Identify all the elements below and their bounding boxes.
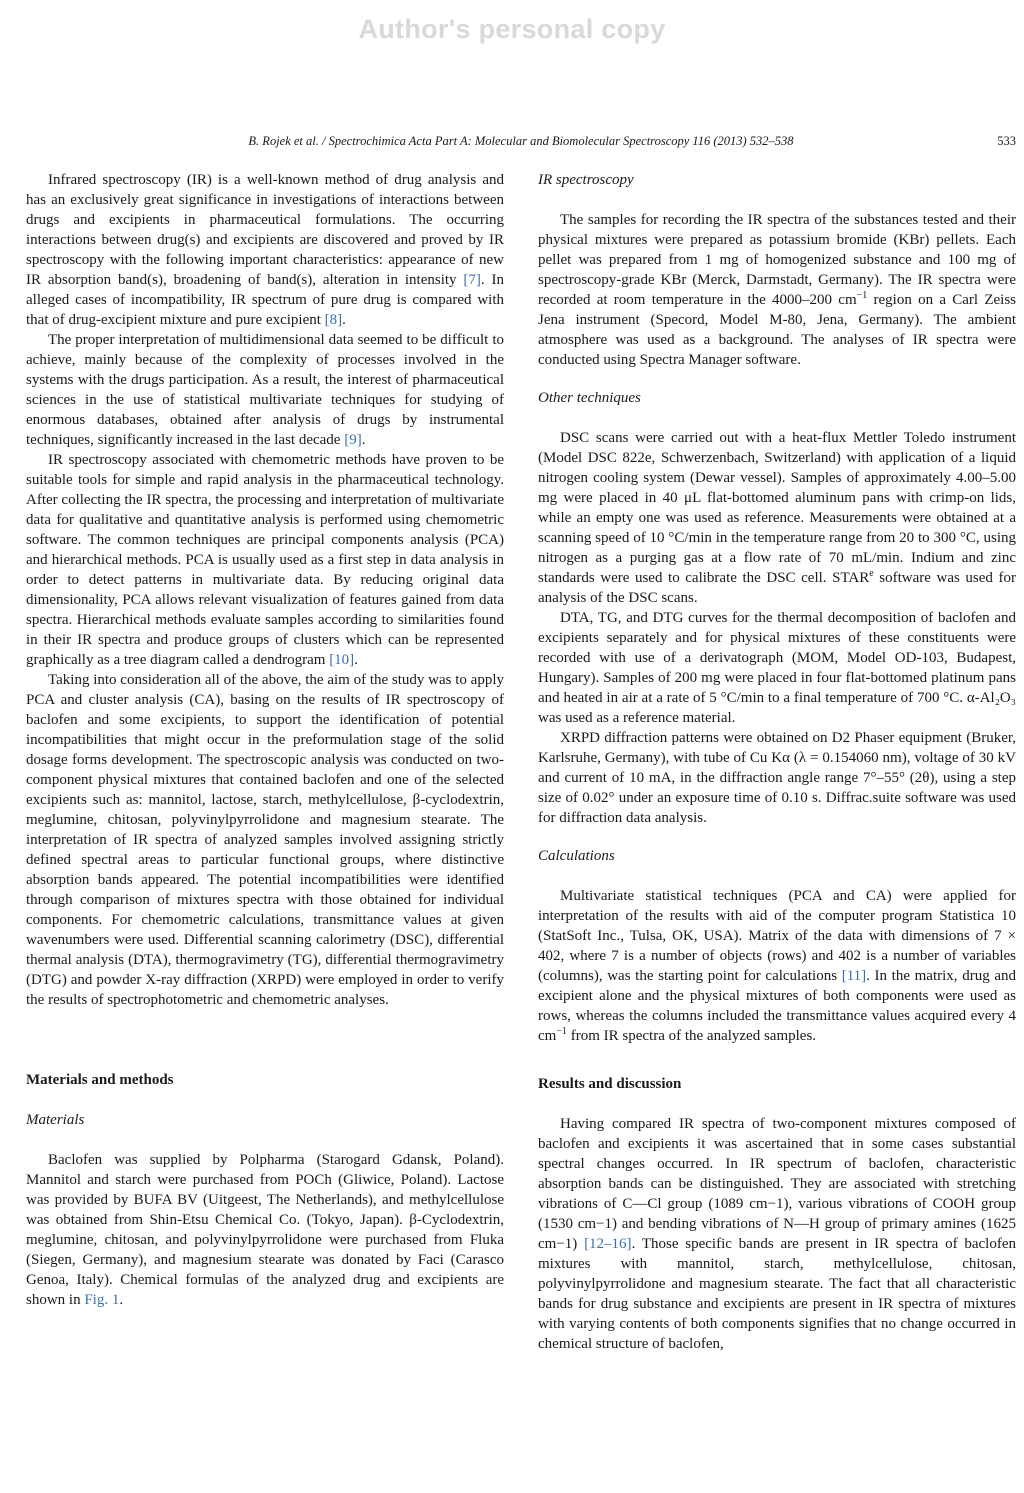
- journal-citation: B. Rojek et al. / Spectrochimica Acta Part A: Molecular and Biomolecular Spectroscopy 116 (2013) 532–538: [248, 134, 794, 148]
- superscript: −1: [556, 1026, 567, 1037]
- calculations-paragraph: [538, 886, 1016, 1046]
- text: DSC scans were carried out with a heat-flux Mettler Toledo instrument (Model DSC 822e, Schwerzenbach, Switzerland) with application of a liquid nitrogen cooling system (Dewar vessel). Samples of approximately 4.00–5.00 mg were placed in 40 μL flat-bottomed aluminum pans with crimp-on lids, while an empty one was used as reference. Measurements were obtained at a scanning speed of 10 °C/min in the temperature range from 20 to 300 °C, using nitrogen as a purging gas at a flow rate of 70 mL/min. Indium and zinc standards were used to calibrate the DSC cell. STAR: [538, 430, 1016, 586]
- section-heading-materials-methods: Materials and methods: [26, 1072, 174, 1088]
- superscript: −1: [856, 290, 868, 301]
- intro-paragraph-3: [26, 450, 504, 670]
- text: Multivariate statistical techniques (PCA and CA) were applied for interpretation of the results with aid of the computer program Statistica 10 (StatSoft Inc., Tulsa, OK, USA). Matrix of the data with dimensions of 7 × 402, where 7 is a number of objects (rows) and 402 is a number of variables (columns), was the starting point for calculations: [538, 888, 1016, 984]
- subsection-heading-calculations: Calculations: [538, 848, 615, 864]
- intro-paragraph-1: [26, 170, 504, 330]
- right-column: [538, 170, 1016, 1354]
- text: .: [119, 1292, 124, 1308]
- reference-link[interactable]: [7]: [463, 272, 481, 288]
- reference-link[interactable]: [8]: [324, 312, 343, 328]
- page-number: 533: [997, 134, 1016, 148]
- reference-link[interactable]: [9]: [344, 432, 362, 448]
- subsection-heading-ir: IR spectroscopy: [538, 172, 634, 188]
- dta-paragraph: DTA, TG, and DTG curves for the thermal decomposition of baclofen and excipients separately and for physical mixtures of these constituents were recorded with use of a derivatograph (MOM, Model OD-103, Budapest, Hungary). Samples of 200 mg were placed in four flat-bottomed platinum pans and heated in air at a rate of 5 °C/min to a final temperature of 700 °C. α-Al₂O₃ was used as a reference material.: [538, 610, 1016, 726]
- text: The samples for recording the IR spectra of the substances tested and their physical mixtures were prepared as potassium bromide (KBr) pellets. Each pellet was prepared from 1 mg of homogenized substance and 100 mg of spectroscopy-grade KBr (Merck, Darmstadt, Germany). The IR spectra were recorded at room temperature in the 4000–200 cm: [538, 212, 1016, 308]
- section-heading-results: Results and discussion: [538, 1076, 682, 1092]
- subsection-heading-other: Other techniques: [538, 390, 641, 406]
- text: Baclofen was supplied by Polpharma (Starogard Gdansk, Poland). Mannitol and starch were purchased from POCh (Gliwice, Poland). Lactose was provided by BUFA BV (Uitgeest, The Netherlands), and methylcellulose was obtained from Shin-Etsu Chemical Co. (Tokyo, Japan). β-Cyclodextrin, meglumine, chitosan, and polyvinylpyrrolidone were purchased from Fluka (Siegen, Germany), and magnesium stearate was donated by Faci (Carasco Genoa, Italy). Chemical formulas of the analyzed drug and excipients are shown in: [26, 1152, 504, 1308]
- text: . In alleged cases of incompatibility, IR spectrum of pure drug is compared with that of drug-excipient mixture and pure excipient: [26, 272, 504, 328]
- intro-paragraph-4: Taking into consideration all of the above, the aim of the study was to apply PCA and cluster analysis (CA), basing on the results of IR spectroscopy of baclofen and some excipients, to support the identification of potential incompatibilities that might occur in the preformulation stage of the solid dosage forms development. The spectroscopic analysis was conducted on two-component physical mixtures that contained baclofen and one of the selected excipients such as: mannitol, lactose, starch, methylcellulose, β-cyclodextrin, meglumine, chitosan, polyvinylpyrrolidone and magnesium stearate. The interpretation of IR spectra of analyzed samples involved assigning strictly defined spectral areas to particular functional groups, where distinctive absorption bands appeared. The potential incompatibilities were identified through comparison of mixtures spectra with those obtained for individual components. For chemometric calculations, transmittance values at given wavenumbers were used. Differential scanning calorimetry (DSC), differential thermal analysis (DTA), thermogravimetry (TG), differential thermogravimetry (DTG) and powder X-ray diffraction (XRPD) were employed in order to verify the results of spectrophotometric and chemometric analyses.: [26, 672, 504, 1008]
- dsc-paragraph: [538, 428, 1016, 608]
- text: Infrared spectroscopy (IR) is a well-known method of drug analysis and has an exclusively great significance in investigations of interactions between drugs and excipients in pharmaceutical formulations. The occurring interactions between drug(s) and excipients are discovered and proved by IR spectroscopy with the following important characteristics: appearance of new IR absorption band(s), broadening of band(s), alteration in intensity: [26, 172, 504, 288]
- reference-link[interactable]: [11]: [841, 968, 867, 984]
- ir-paragraph: [538, 210, 1016, 370]
- reference-link[interactable]: [10]: [329, 652, 355, 668]
- text: The proper interpretation of multidimensional data seemed to be difficult to achieve, mainly because of the complexity of processes involved in the systems with the drugs participation. As a result, the interest of pharmaceutical sciences in the use of statistical multivariate techniques for studying of enormous databases, obtained after analysis of drugs by instrumental techniques, significantly increased in the last decade: [26, 332, 504, 448]
- xrpd-paragraph: XRPD diffraction patterns were obtained on D2 Phaser equipment (Bruker, Karlsruhe, Germany), with tube of Cu Kα (λ = 0.154060 nm), voltage of 30 kV and current of 10 mA, in the diffraction angle range 7°–55° (2θ), using a step size of 0.02° under an exposure time of 0.10 s. Diffrac.suite software was used for diffraction data analysis.: [538, 730, 1016, 826]
- materials-paragraph: [26, 1150, 504, 1310]
- text: from IR spectra of the analyzed samples.: [566, 1028, 817, 1044]
- reference-link[interactable]: [12–16]: [584, 1236, 632, 1252]
- subsection-heading-materials: Materials: [26, 1112, 85, 1128]
- text: IR spectroscopy associated with chemometric methods have proven to be suitable tools for simple and rapid analysis in the pharmaceutical technology. After collecting the IR spectra, the processing and interpretation of multivariate data for qualitative and quantitative analysis is performed using chemometric software. The common techniques are principal components analysis (PCA) and hierarchical methods. PCA is usually used as a first step in data analysis in order to detect patterns in multivariate data. By reducing original data dimensionality, PCA allows relevant visualization of features gained from data spectra. Hierarchical methods evaluate samples according to similarities found in their IR spectra and produce groups of clusters which can be represented graphically as a tree diagram called a dendrogram: [26, 452, 504, 668]
- superscript: e: [869, 568, 874, 579]
- watermark: Author's personal copy: [358, 14, 666, 44]
- results-paragraph: [538, 1114, 1016, 1354]
- text: .: [361, 432, 366, 448]
- intro-paragraph-2: [26, 330, 504, 450]
- text: software was used for analysis of the DSC scans.: [538, 570, 1016, 606]
- left-column: [26, 170, 504, 1310]
- running-header: [26, 134, 1016, 154]
- figure-link[interactable]: Fig. 1: [84, 1292, 120, 1308]
- text: . In the matrix, drug and excipient alone and the physical mixtures of both components were used as rows, whereas the columns included the transmittance values acquired every 4 cm: [538, 968, 1016, 1044]
- text: region on a Carl Zeiss Jena instrument (Specord, Model M-80, Jena, Germany). The ambient atmosphere was used as a background. The analyses of IR spectra were conducted using Spectra Manager software.: [538, 292, 1016, 368]
- text: Having compared IR spectra of two-component mixtures composed of baclofen and excipients it was ascertained that in some cases substantial spectral changes occurred. In IR spectrum of baclofen, characteristic absorption bands can be distinguished. They are associated with stretching vibrations of C—Cl group (1089 cm−1), various vibrations of COOH group (1530 cm−1) and bending vibrations of N—H group of primary amines (1625 cm−1): [538, 1116, 1016, 1252]
- text: . Those specific bands are present in IR spectra of baclofen mixtures with mannitol, starch, methylcellulose, chitosan, polyvinylpyrrolidone and magnesium stearate. The fact that all characteristic bands for drug substance and excipients are present in IR spectra of mixtures with varying contents of both components signifies that no change occurred in chemical structure of baclofen,: [538, 1236, 1017, 1352]
- text: .: [354, 652, 358, 668]
- text: .: [342, 312, 346, 328]
